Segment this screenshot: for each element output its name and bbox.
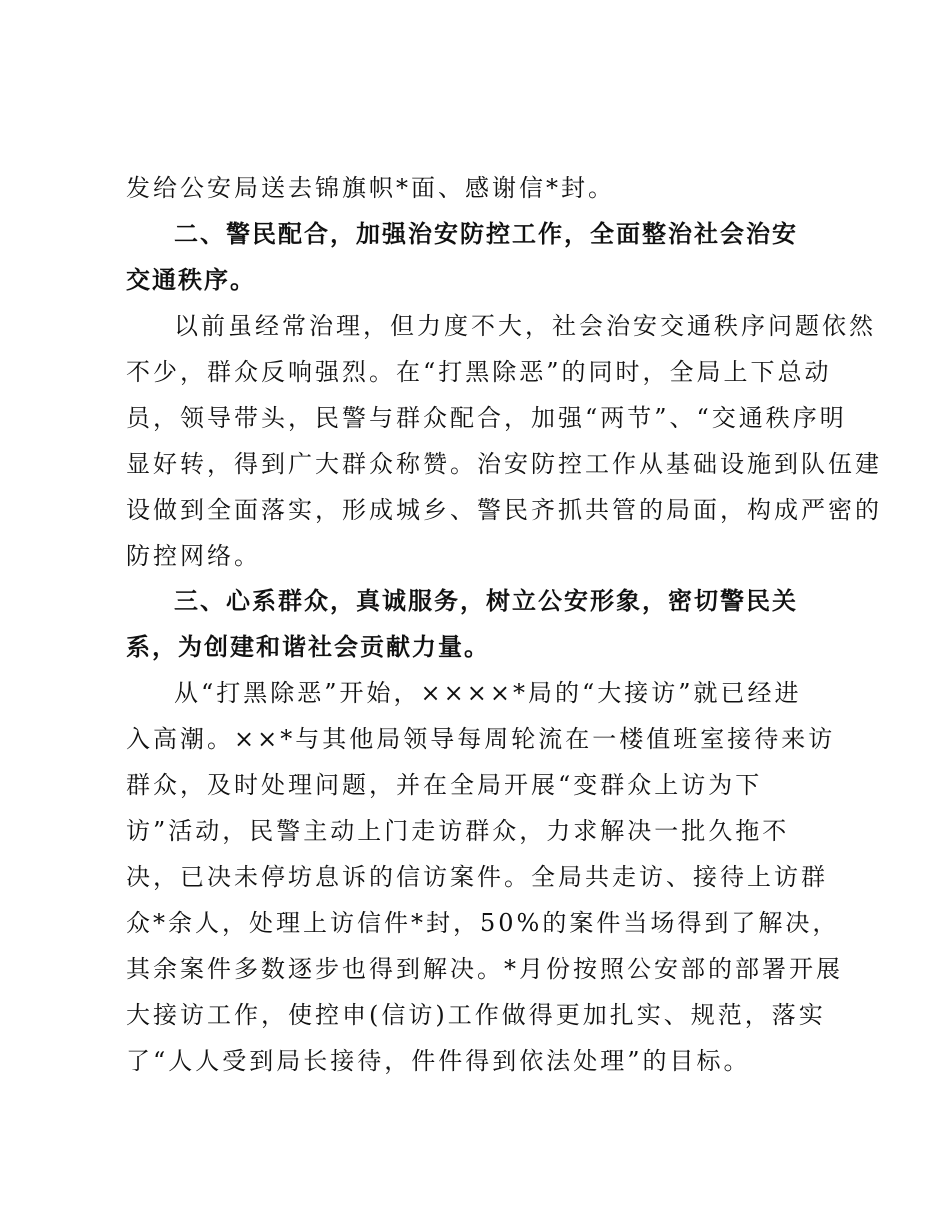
paragraph-line-8: 从“打黑除恶”开始，××××*局的“大接访”就已经进 bbox=[174, 679, 802, 707]
paragraph-line-1: 发给公安局送去锦旗帜*面、感谢信*封。 bbox=[126, 174, 615, 202]
paragraph-line-16: 了“人人受到局长接待，件件得到依法处理”的目标。 bbox=[126, 1047, 751, 1075]
paragraph-line-10: 群众，及时处理问题，并在全局开展“变群众上访为下 bbox=[126, 771, 763, 799]
paragraph-line-15: 大接访工作，使控申(信访)工作做得更加扎实、规范，落实 bbox=[126, 1001, 826, 1029]
paragraph-line-12: 决，已决未停坊息诉的信访案件。全局共走访、接待上访群 bbox=[126, 863, 828, 891]
paragraph-line-2: 以前虽经常治理，但力度不大，社会治安交通秩序问题依然 bbox=[174, 312, 876, 340]
section-heading-3-line-1: 三、心系群众，真诚服务，树立公安形象，密切警民关 bbox=[174, 587, 798, 615]
paragraph-line-5: 显好转，得到广大群众称赞。治安防控工作从基础设施到队伍建 bbox=[126, 450, 882, 478]
paragraph-line-3: 不少，群众反响强烈。在“打黑除恶”的同时，全局上下总动 bbox=[126, 358, 832, 386]
section-heading-2-line-2: 交通秩序。 bbox=[126, 266, 256, 294]
paragraph-line-13: 众*余人，处理上访信件*封，50%的案件当场得到了解决， bbox=[126, 909, 840, 937]
paragraph-line-14: 其余案件多数逐步也得到解决。*月份按照公安部的部署开展 bbox=[126, 955, 843, 983]
paragraph-line-9: 入高潮。××*与其他局领导每周轮流在一楼值班室接待来访 bbox=[126, 725, 836, 753]
section-heading-2-line-1: 二、警民配合，加强治安防控工作，全面整治社会治安 bbox=[174, 220, 798, 248]
paragraph-line-4: 员，领导带头，民警与群众配合，加强“两节”、“交通秩序明 bbox=[126, 404, 847, 432]
paragraph-line-6: 设做到全面落实，形成城乡、警民齐抓共管的局面，构成严密的 bbox=[126, 496, 882, 524]
section-heading-3-line-2: 系，为创建和谐社会贡献力量。 bbox=[126, 633, 490, 661]
paragraph-line-7: 防控网络。 bbox=[126, 542, 261, 570]
paragraph-line-11: 访”活动，民警主动上门走访群众，力求解决一批久拖不 bbox=[126, 817, 790, 845]
